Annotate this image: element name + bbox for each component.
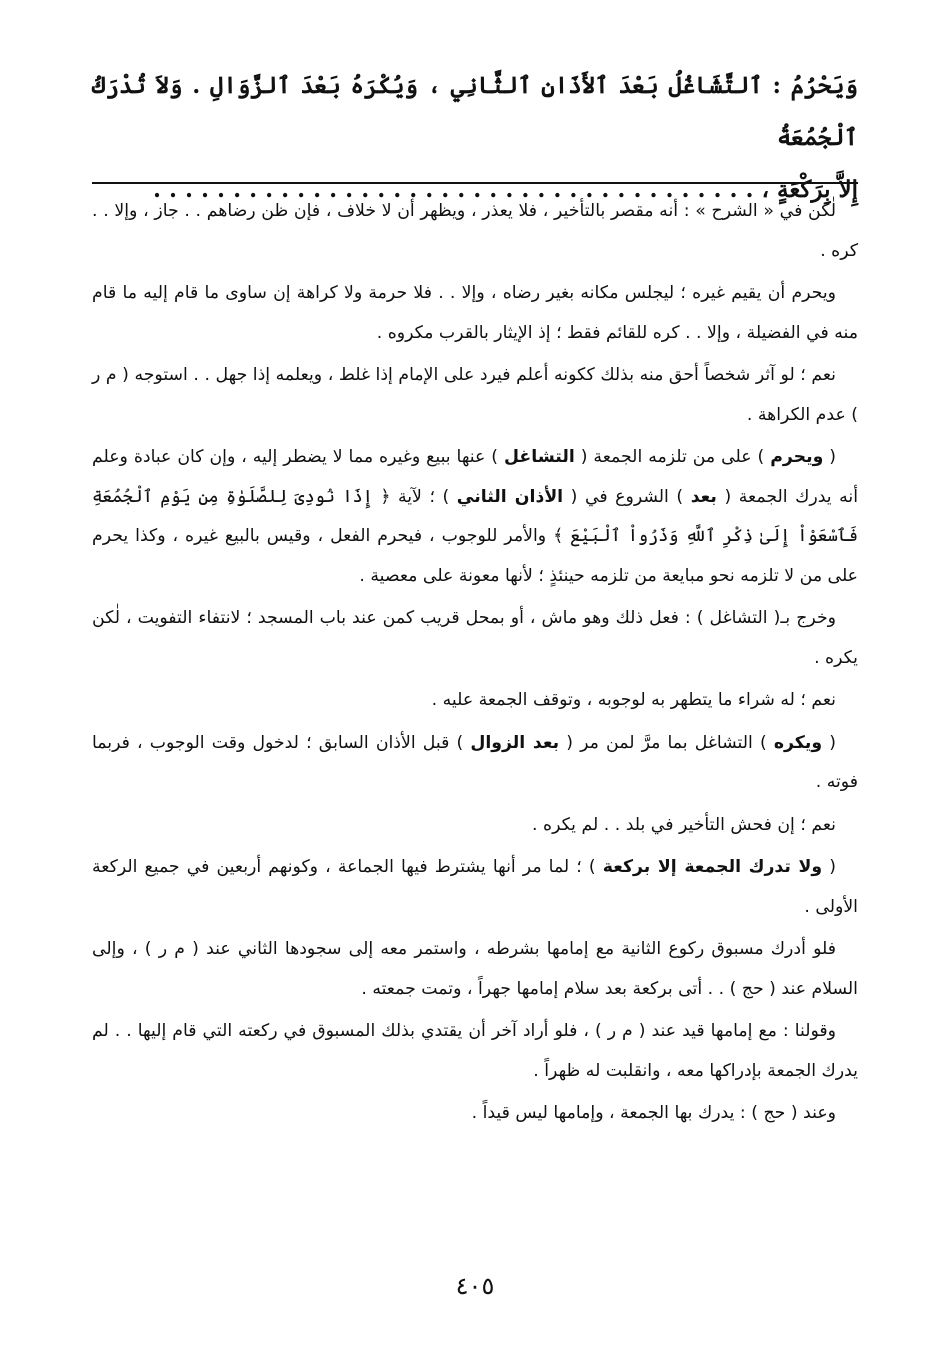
quoted-matn: بعد: [690, 486, 717, 507]
commentary-paragraph: لٰكن في « الشرح » : أنه مقصر بالتأخير ، فلا يعذر ، ويظهر أن لا خلاف ، فإن ظن رضاهم . . جاز ، وإلا . . كره .: [92, 201, 858, 261]
commentary-paragraph: ويحرم أن يقيم غيره ؛ ليجلس مكانه بغير رضاه ، وإلا . . فلا حرمة ولا كراهة إن ساوى ما قام إليه ما قام منه في الفضيلة ، وإلا . . كره للقائم فقط ؛ إذ الإيثار بالقرب مكروه .: [92, 283, 858, 343]
ellipsis-dots: . . . . . . . . . . . . . . . . . . . . . . . . . . . . . . . . . . . . . .: [153, 176, 754, 203]
text-run: ) ؛ لآية: [397, 486, 450, 507]
commentary-paragraph: وخرج بـ( التشاغل ) : فعل ذلك وهو ماش ، أو بمحل قريب كمن عند باب المسجد ؛ لانتفاء التفويت ، لٰكن يكره .: [92, 608, 858, 668]
text-run: ) قبل الأذان السابق ؛ لدخول وقت الوجوب ، فربما فوته .: [92, 732, 858, 792]
text-run: ) التشاغل بما مرَّ لمن مر (: [566, 732, 767, 753]
commentary-paragraph: وقولنا : مع إمامها قيد عند ( م ر ) ، فلو أراد آخر أن يقتدي بذلك المسبوق في ركعته التي قام إليها . . لم يدرك الجمعة بإدراكها معه ، وانقلبت له ظهراً .: [92, 1021, 858, 1081]
separator-rule: [92, 182, 858, 184]
text-run: ) ؛ لما مر أنها يشترط فيها الجماعة ، وكونهم أربعين في جميع الركعة الأولى .: [92, 857, 858, 917]
quoted-matn: الأذان الثاني: [456, 486, 564, 507]
quoted-matn: ويكره: [773, 732, 823, 753]
commentary-paragraph: [92, 848, 858, 927]
quoted-matn: ولا تدرك الجمعة إلا بركعة: [602, 857, 823, 877]
text-run: ) عنها ببيع وغيره مما لا يضطر إليه ، وإن كان عبادة وعلم أنه يدرك الجمعة (: [92, 447, 859, 507]
commentary-paragraph: وعند ( حج ) : يدرك بها الجمعة ، وإمامها ليس قيداً .: [471, 1103, 836, 1123]
commentary-paragraph: نعم ؛ إن فحش التأخير في بلد . . لم يكره .: [532, 814, 836, 835]
commentary-paragraph: [92, 438, 858, 596]
commentary-paragraph: نعم ؛ لو آثر شخصاً أحق منه بذلك ككونه أعلم فيرد على الإمام إذا غلط ، ويعلمه إذا جهل . . استوجه ( م ر ) عدم الكراهة .: [92, 365, 858, 425]
text-run: (: [829, 447, 837, 467]
quoted-matn: ويحرم: [770, 447, 824, 467]
text-run: (: [829, 732, 836, 753]
quoted-matn: بعد الزوال: [470, 732, 560, 753]
text-run: ) الشروع في (: [570, 486, 684, 507]
main-text-line-1: وَيَحْرُمُ : ٱلتَّشَاغُلُ بَعْدَ ٱلأَذَانِ ٱلثَّانِي ، وَيُكْرَهُ بَعْدَ ٱلزَّوَالِ . وَلاَ تُدْرَكُ ٱلْجُمُعَةُ: [92, 72, 858, 151]
commentary: [92, 192, 858, 1137]
quoted-matn: التشاغل: [503, 447, 575, 467]
text-run: والأمر للوجوب ، فيحرم الفعل ، وقيس بالبيع غيره ، وكذا يحرم على من لا تلزمه نحو مبايعة من تلزمه حينئذٍ ؛ لأنها معونة على معصية .: [92, 526, 858, 586]
main-text-line-2: إِلاَّ بِرَكْعَةٍ ،: [761, 176, 858, 203]
commentary-paragraph: [92, 724, 858, 803]
page-number: ٤٠٥: [455, 1272, 495, 1300]
quran-verse: ﴿ إِذَا نُودِىَ لِلصَّلَوٰةِ مِن يَوْمِ ٱلْجُمُعَةِ فَٱسْعَوْاْ إِلَىٰ ذِكْرِ ٱللَّهِ وَذَرُواْ ٱلْبَيْعَ ﴾: [92, 486, 858, 546]
commentary-paragraph: نعم ؛ له شراء ما يتطهر به لوجوبه ، وتوقف الجمعة عليه .: [431, 690, 836, 710]
commentary-paragraph: فلو أدرك مسبوق ركوع الثانية مع إمامها بشرطه ، واستمر معه إلى سجودها الثاني عند ( م ر ) ، وإلى السلام عند ( حج ) . . أتى بركعة بعد سلام إمامها جهراً ، وتمت جمعته .: [92, 939, 858, 999]
text-run: (: [829, 857, 836, 877]
text-run: ) على من تلزمه الجمعة (: [580, 447, 765, 467]
